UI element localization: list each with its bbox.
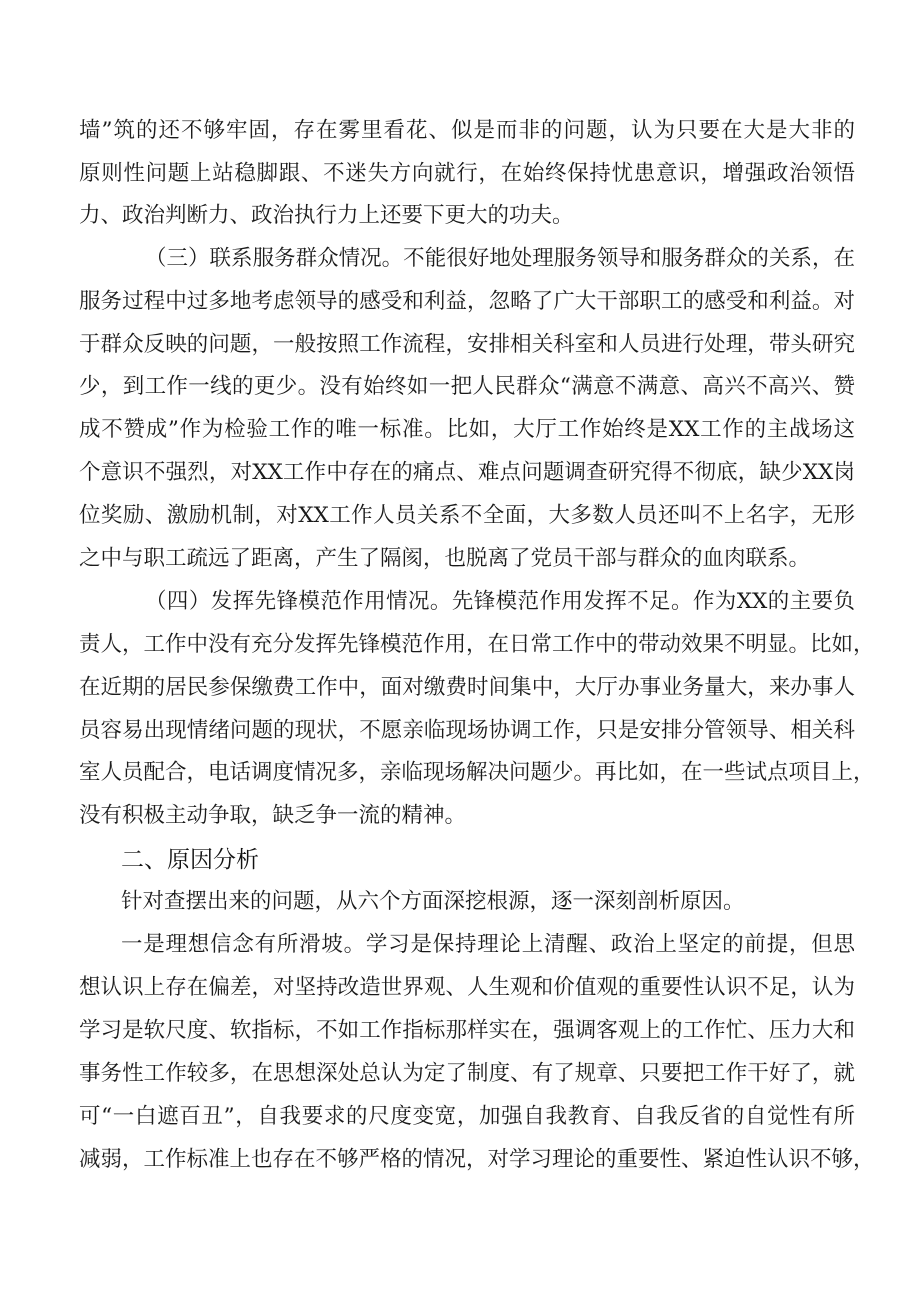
text-line: 之中与职工疏远了距离，产生了隔阂，也脱离了党员干部与群众的血肉联系。 bbox=[79, 546, 811, 571]
text-line: 于群众反映的问题，一般按照工作流程，安排相关科室和人员进行处理，带头研究 bbox=[79, 332, 855, 357]
paragraph-start-line: 针对查摆出来的问题，从六个方面深挖根源，逐一深刻剖析原因。 bbox=[121, 889, 745, 914]
text-line: 成不赞成”作为检验工作的唯一标准。比如，大厅工作始终是XX工作的主战场这 bbox=[79, 417, 855, 442]
paragraph-start-line: （四）发挥先锋模范作用情况。先锋模范作用发挥不足。作为XX的主要负 bbox=[145, 589, 855, 614]
text-line: 位奖励、激励机制，对XX工作人员关系不全面，大多数人员还叫不上名字，无形 bbox=[79, 503, 855, 528]
text-line: 少，到工作一线的更少。没有始终如一把人民群众“满意不满意、高兴不高兴、赞 bbox=[79, 374, 855, 399]
text-line: 责人，工作中没有充分发挥先锋模范作用，在日常工作中的带动效果不明显。比如， bbox=[79, 632, 875, 657]
text-line: 员容易出现情绪问题的现状，不愿亲临现场协调工作，只是安排分管领导、相关科 bbox=[79, 718, 855, 743]
text-line: 事务性工作较多，在思想深处总认为定了制度、有了规章、只要把工作干好了，就 bbox=[79, 1061, 855, 1086]
paragraph-start-line: （三）联系服务群众情况。不能很好地处理服务领导和服务群众的关系，在 bbox=[145, 246, 855, 271]
text-line: 在近期的居民参保缴费工作中，面对缴费时间集中，大厅办事业务量大，来办事人 bbox=[79, 675, 855, 700]
text-line: 服务过程中过多地考虑领导的感受和利益，忽略了广大干部职工的感受和利益。对 bbox=[79, 289, 855, 314]
text-line: 墙”筑的还不够牢固，存在雾里看花、似是而非的问题，认为只要在大是大非的 bbox=[79, 118, 855, 143]
text-line: 减弱，工作标准上也存在不够严格的情况，对学习理论的重要性、紧迫性认识不够， bbox=[79, 1147, 875, 1172]
text-line: 力、政治判断力、政治执行力上还要下更大的功夫。 bbox=[79, 203, 574, 228]
text-line: 原则性问题上站稳脚跟、不迷失方向就行，在始终保持忧患意识，增强政治领悟 bbox=[79, 161, 855, 186]
text-line: 想认识上存在偏差，对坚持改造世界观、人生观和价值观的重要性认识不足，认为 bbox=[79, 975, 855, 1000]
section-heading: 二、原因分析 bbox=[121, 847, 259, 873]
text-line: 学习是软尺度、软指标，不如工作指标那样实在，强调客观上的工作忙、压力大和 bbox=[79, 1018, 855, 1043]
text-line: 个意识不强烈，对XX工作中存在的痛点、难点问题调查研究得不彻底，缺少XX岗 bbox=[79, 460, 855, 485]
text-line: 可“一白遮百丑”，自我要求的尺度变宽，加强自我教育、自我反省的自觉性有所 bbox=[79, 1104, 855, 1129]
text-line: 室人员配合，电话调度情况多，亲临现场解决问题少。再比如，在一些试点项目上， bbox=[79, 760, 875, 785]
text-line: 没有积极主动争取，缺乏争一流的精神。 bbox=[79, 803, 467, 828]
paragraph-start-line: 一是理想信念有所滑坡。学习是保持理论上清醒、政治上坚定的前提，但思 bbox=[121, 932, 855, 957]
